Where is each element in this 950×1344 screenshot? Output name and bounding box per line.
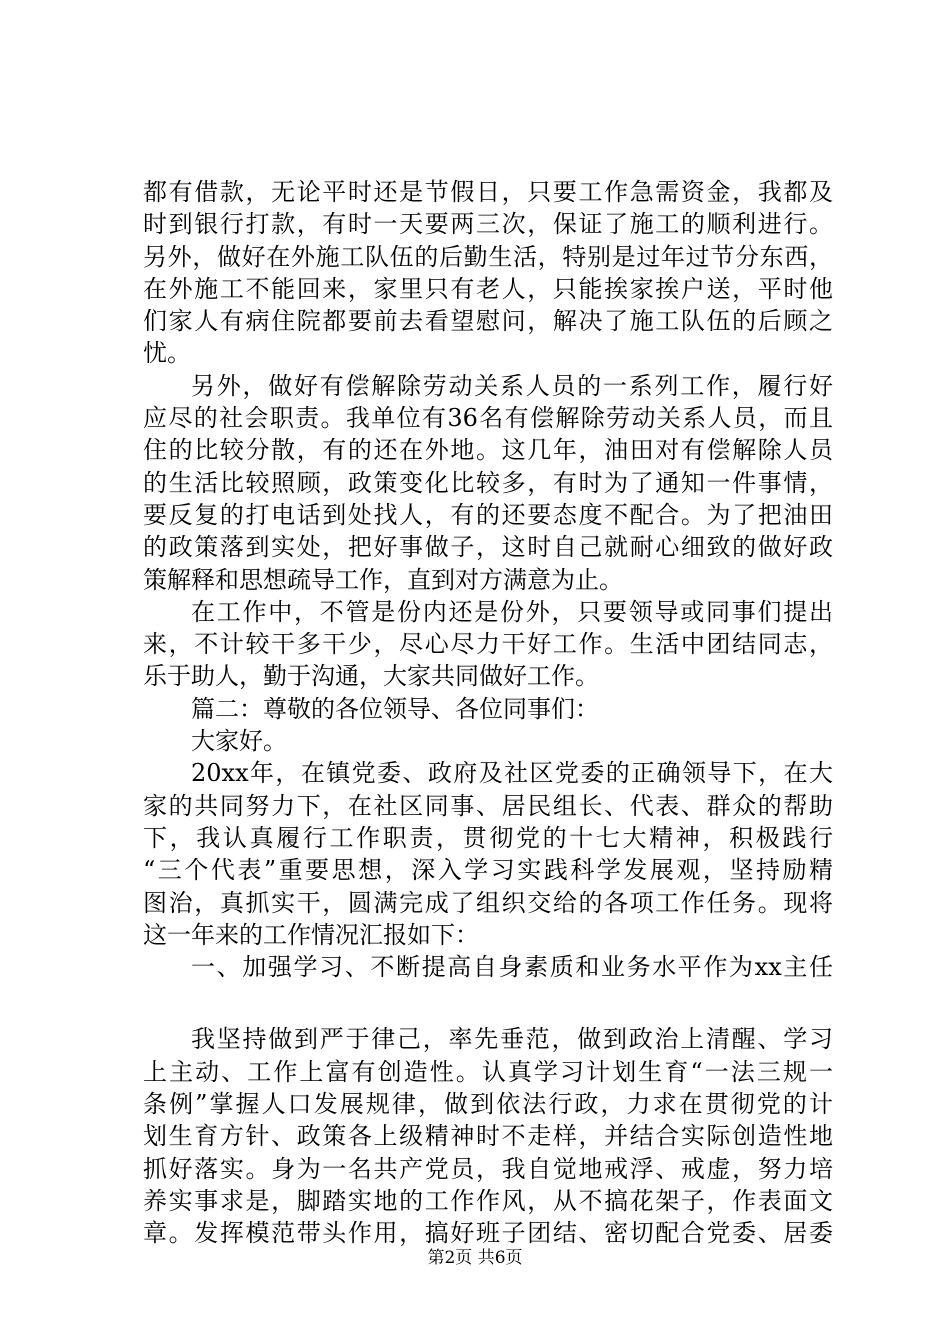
text-line: 都有借款，无论平时还是节假日，只要工作急需资金，我都及 xyxy=(143,178,833,206)
text-line: 下，我认真履行工作职责，贯彻党的十七大精神，积极践行 xyxy=(143,823,833,852)
text-line: 划生育方针、政策各上级精神时不走样，并结合实际创造性地 xyxy=(143,1122,833,1151)
text-line: 策解释和思想疏导工作，直到对方满意为止。 xyxy=(143,565,623,594)
text-line: 图治，真抓实干，圆满完成了组织交给的各项工作任务。现将 xyxy=(143,888,833,917)
text-line: 条例”掌握人口发展规律，做到依法行政，力求在贯彻党的计 xyxy=(143,1090,833,1119)
blank-line xyxy=(143,983,833,1023)
text-line: 家的共同努力下，在社区同事、居民组长、代表、群众的帮助 xyxy=(143,791,833,820)
text-line: 篇二：尊敬的各位领导、各位同事们： xyxy=(191,694,599,723)
text-line: 抓好落实。身为一名共产党员，我自觉地戒浮、戒虚，努力培 xyxy=(143,1154,833,1183)
text-line: 在工作中，不管是份内还是份外，只要领导或同事们提出 xyxy=(191,597,833,626)
text-line: “三个代表”重要思想，深入学习实践科学发展观，坚持励精 xyxy=(143,856,833,885)
text-line: 一、加强学习、不断提高自身素质和业务水平作为xx主任 xyxy=(191,953,833,982)
text-line: 养实事求是，脚踏实地的工作作风，从不搞花架子，作表面文 xyxy=(143,1186,833,1215)
text-line: 20xx年，在镇党委、政府及社区党委的正确领导下，在大 xyxy=(191,759,833,788)
text-line: 我坚持做到严于律己，率先垂范，做到政治上清醒、学习 xyxy=(191,1025,833,1054)
text-line: 章。发挥模范带头作用，搞好班子团结、密切配合党委、居委 xyxy=(143,1219,833,1248)
page-footer: 第2页 共6页 xyxy=(427,1248,523,1268)
text-line: 这一年来的工作情况汇报如下： xyxy=(143,920,479,949)
text-line: 来，不计较干多干少，尽心尽力干好工作。生活中团结同志， xyxy=(143,630,833,659)
text-line: 上主动、工作上富有创造性。认真学习计划生育“一法三规一 xyxy=(143,1057,833,1086)
text-line: 的生活比较照顾，政策变化比较多，有时为了通知一件事情， xyxy=(143,468,833,497)
text-line: 大家好。 xyxy=(191,727,287,756)
text-line: 乐于助人，勤于沟通，大家共同做好工作。 xyxy=(143,662,599,691)
text-line: 时到银行打款，有时一天要两三次，保证了施工的顺利进行。 xyxy=(143,210,833,239)
text-line: 们家人有病住院都要前去看望慰问，解决了施工队伍的后顾之 xyxy=(143,307,833,336)
text-line: 应尽的社会职责。我单位有36名有偿解除劳动关系人员，而且 xyxy=(143,404,833,433)
text-line: 要反复的打电话到处找人，有的还要态度不配合。为了把油田 xyxy=(143,500,833,529)
text-line: 的政策落到实处，把好事做子，这时自己就耐心细致的做好政 xyxy=(143,533,833,562)
text-line: 住的比较分散，有的还在外地。这几年，油田对有偿解除人员 xyxy=(143,436,833,465)
text-line: 在外施工不能回来，家里只有老人，只能挨家挨户送，平时他 xyxy=(143,274,833,303)
document-body xyxy=(143,176,833,1250)
text-line: 另外，做好在外施工队伍的后勤生活，特别是过年过节分东西， xyxy=(143,242,833,271)
text-line: 忧。 xyxy=(143,339,191,368)
text-line: 另外，做好有偿解除劳动关系人员的一系列工作，履行好 xyxy=(191,371,833,400)
